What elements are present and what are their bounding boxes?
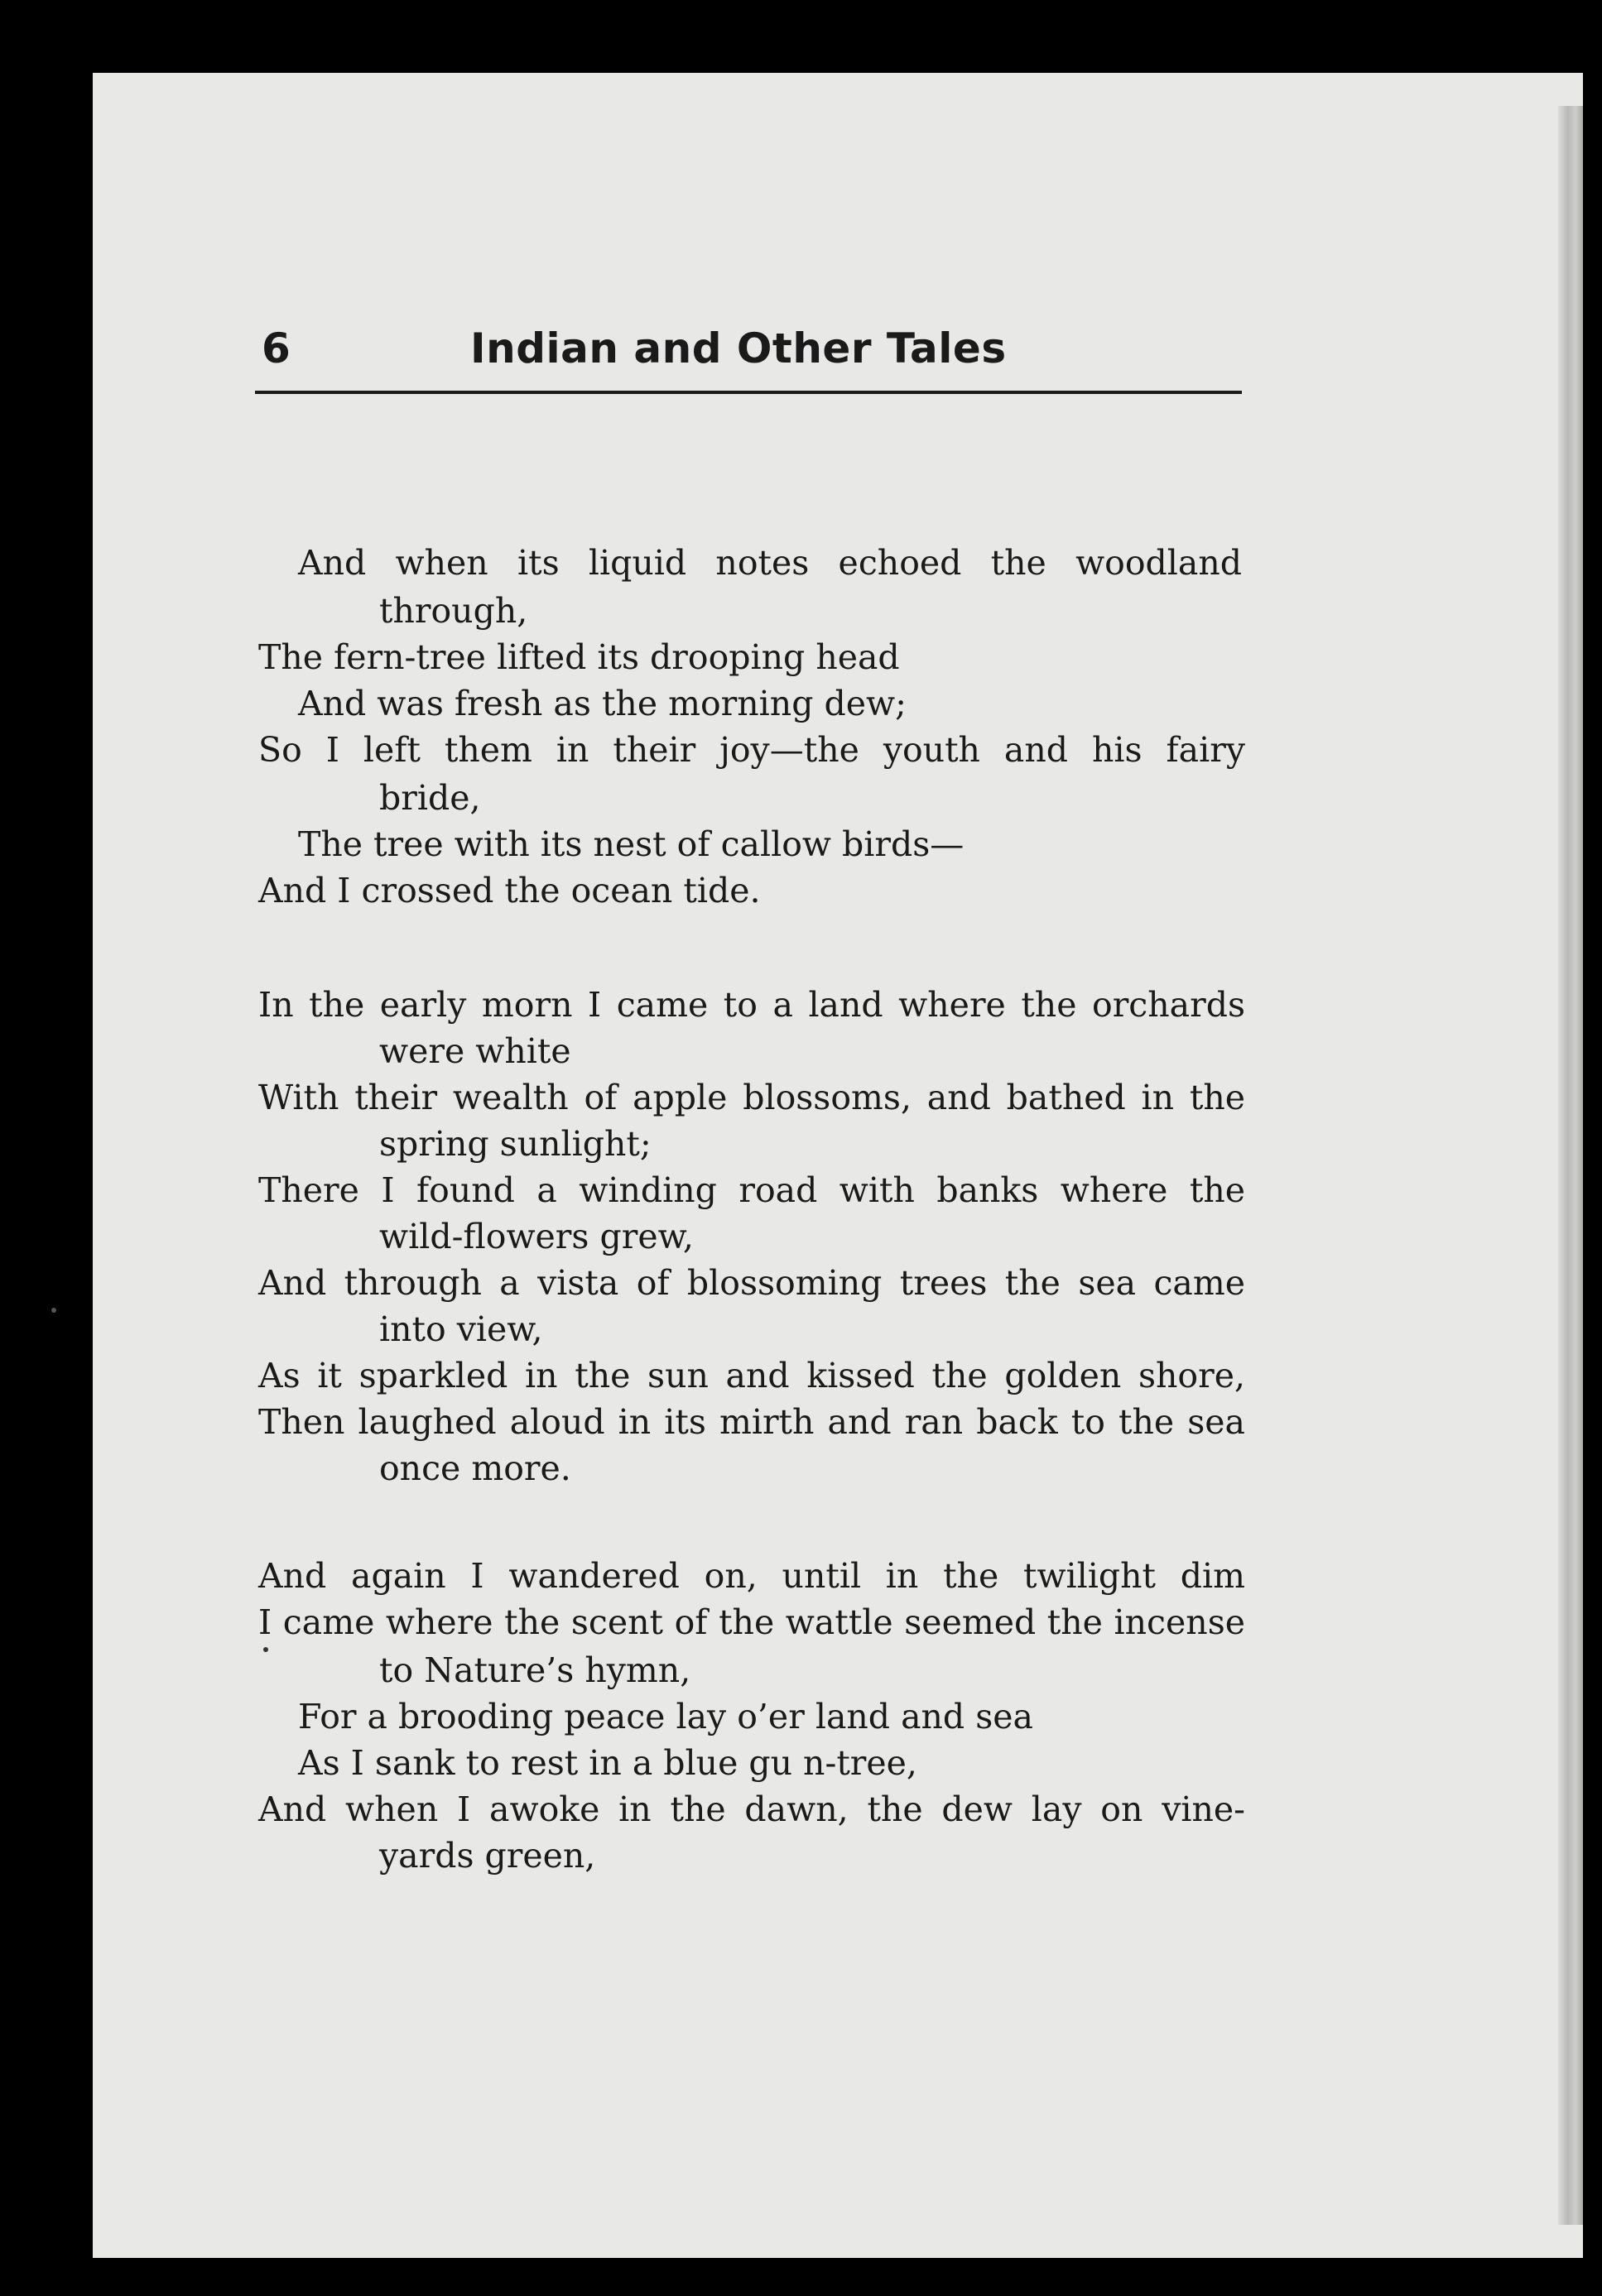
poem-line: once more.	[379, 1448, 571, 1488]
poem-line: were white	[379, 1031, 571, 1071]
poem-line: And was fresh as the morning dew;	[298, 684, 907, 723]
poem-line: As I sank to rest in a blue gu n-tree,	[298, 1743, 917, 1783]
poem-line: The tree with its nest of callow birds—	[298, 824, 965, 864]
poem-line: And through a vista of blossoming trees the sea came	[258, 1263, 1245, 1303]
poem-line: into view,	[379, 1309, 543, 1349]
poem-line: through,	[379, 591, 528, 631]
poem-line: Then laughed aloud in its mirth and ran back to the sea	[258, 1402, 1245, 1442]
page-number: 6	[262, 324, 291, 372]
poem-line: yards green,	[379, 1836, 596, 1876]
poem-line: So I left them in their joy—the youth and his fairy	[258, 730, 1245, 770]
poem-line: spring sunlight;	[379, 1124, 652, 1164]
poem-line: And again I wandered on, until in the twilight dim	[258, 1556, 1245, 1596]
poem-line: There I found a winding road with banks where the	[258, 1170, 1245, 1210]
running-title: Indian and Other Tales	[470, 324, 1007, 372]
poem-line: wild-flowers grew,	[379, 1217, 694, 1256]
poem-line: I came where the scent of the wattle seemed the incense	[258, 1602, 1245, 1642]
poem-line: The fern-tree lifted its drooping head	[258, 637, 900, 677]
poem-line: And when its liquid notes echoed the woodland	[298, 543, 1242, 583]
poem-line: As it sparkled in the sun and kissed the golden shore,	[258, 1356, 1245, 1395]
poem-line: With their wealth of apple blossoms, and bathed in the	[258, 1078, 1245, 1117]
poem-line: And when I awoke in the dawn, the dew lay on vine-	[258, 1789, 1245, 1829]
ink-speck	[51, 1308, 56, 1313]
poem-line: bride,	[379, 778, 481, 818]
poem-line: to Nature’s hymn,	[379, 1650, 691, 1690]
ink-speck	[263, 1647, 268, 1652]
poem-line: And I crossed the ocean tide.	[258, 871, 761, 910]
poem-line: In the early morn I came to a land where the orchards	[258, 985, 1245, 1025]
poem-line: For a brooding peace lay o’er land and sea	[298, 1697, 1033, 1736]
